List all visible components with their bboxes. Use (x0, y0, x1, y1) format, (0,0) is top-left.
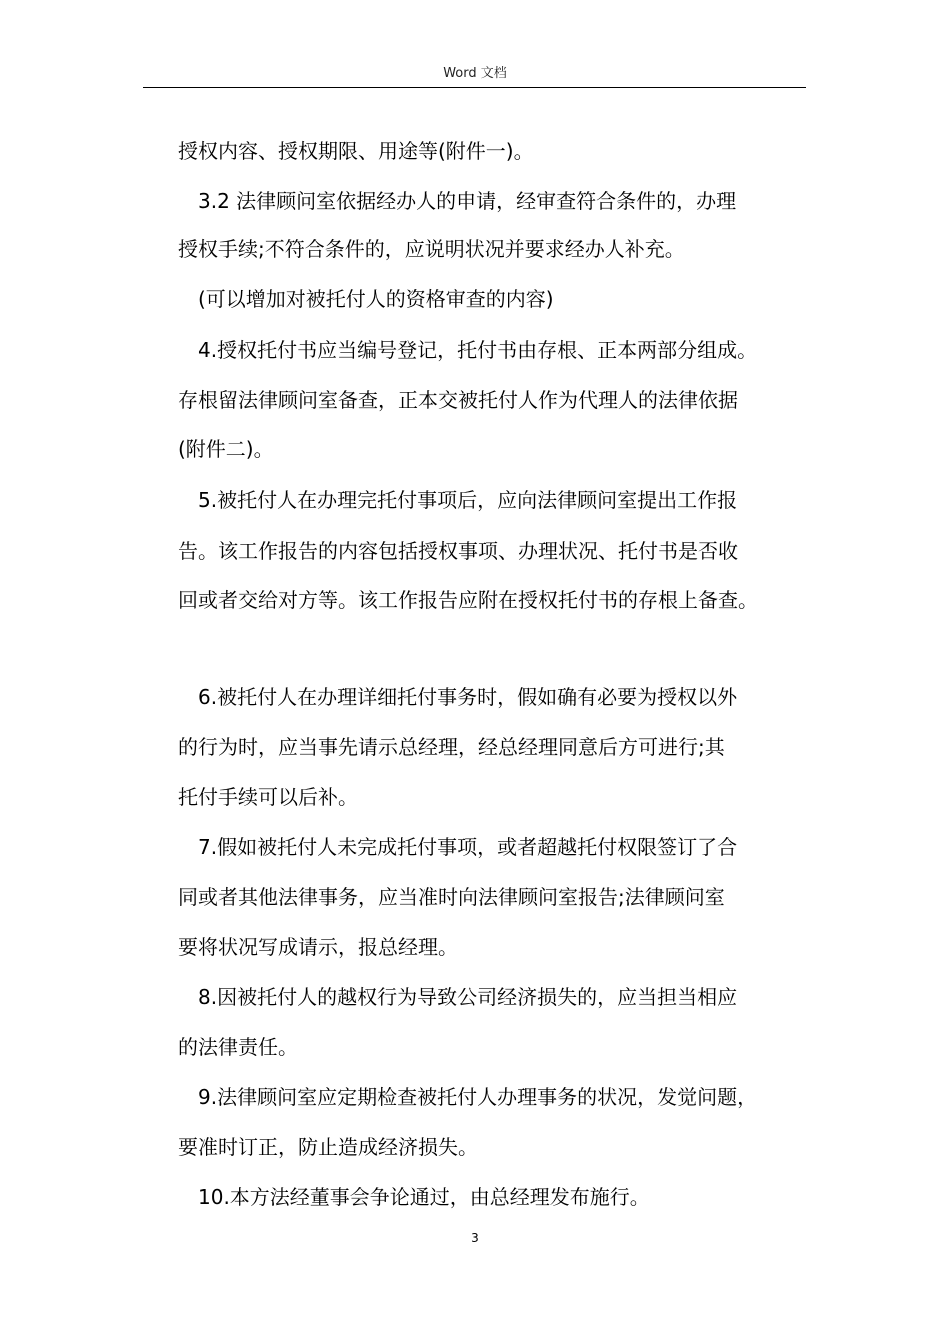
body-line: 存根留法律顾问室备查，正本交被托付人作为代理人的法律依据 (178, 388, 738, 412)
body-line: 托付手续可以后补。 (178, 785, 358, 809)
body-line: (附件二)。 (178, 437, 274, 461)
body-line: 10.本方法经董事会争论通过，由总经理发布施行。 (198, 1185, 650, 1209)
body-line: 9.法律顾问室应定期检查被托付人办理事务的状况，发觉问题， (198, 1085, 758, 1109)
header-divider (143, 87, 806, 88)
body-line: 的法律责任。 (178, 1035, 298, 1059)
body-line: 4.授权托付书应当编号登记，托付书由存根、正本两部分组成。 (198, 338, 758, 362)
page-number: 3 (471, 1231, 479, 1245)
body-line: 告。该工作报告的内容包括授权事项、办理状况、托付书是否收 (178, 539, 738, 563)
body-line: 要将状况写成请示，报总经理。 (178, 935, 458, 959)
body-line: 6.被托付人在办理详细托付事务时，假如确有必要为授权以外 (198, 685, 738, 709)
body-line: 授权内容、授权期限、用途等(附件一)。 (178, 139, 534, 163)
body-line: 5.被托付人在办理完托付事项后，应向法律顾问室提出工作报 (198, 488, 738, 512)
body-line: 同或者其他法律事务，应当准时向法律顾问室报告;法律顾问室 (178, 885, 725, 909)
body-line: 的行为时，应当事先请示总经理，经总经理同意后方可进行;其 (178, 735, 725, 759)
page-header: Word 文档 (443, 66, 507, 81)
body-line: 8.因被托付人的越权行为导致公司经济损失的，应当担当相应 (198, 985, 738, 1009)
body-line: 3.2 法律顾问室依据经办人的申请，经审查符合条件的，办理 (198, 189, 737, 213)
body-line: 要准时订正，防止造成经济损失。 (178, 1135, 478, 1159)
body-line: (可以增加对被托付人的资格审查的内容) (198, 287, 554, 311)
body-line: 回或者交给对方等。该工作报告应附在授权托付书的存根上备查。 (178, 588, 758, 612)
body-line: 7.假如被托付人未完成托付事项，或者超越托付权限签订了合 (198, 835, 738, 859)
body-line: 授权手续;不符合条件的，应说明状况并要求经办人补充。 (178, 237, 685, 261)
